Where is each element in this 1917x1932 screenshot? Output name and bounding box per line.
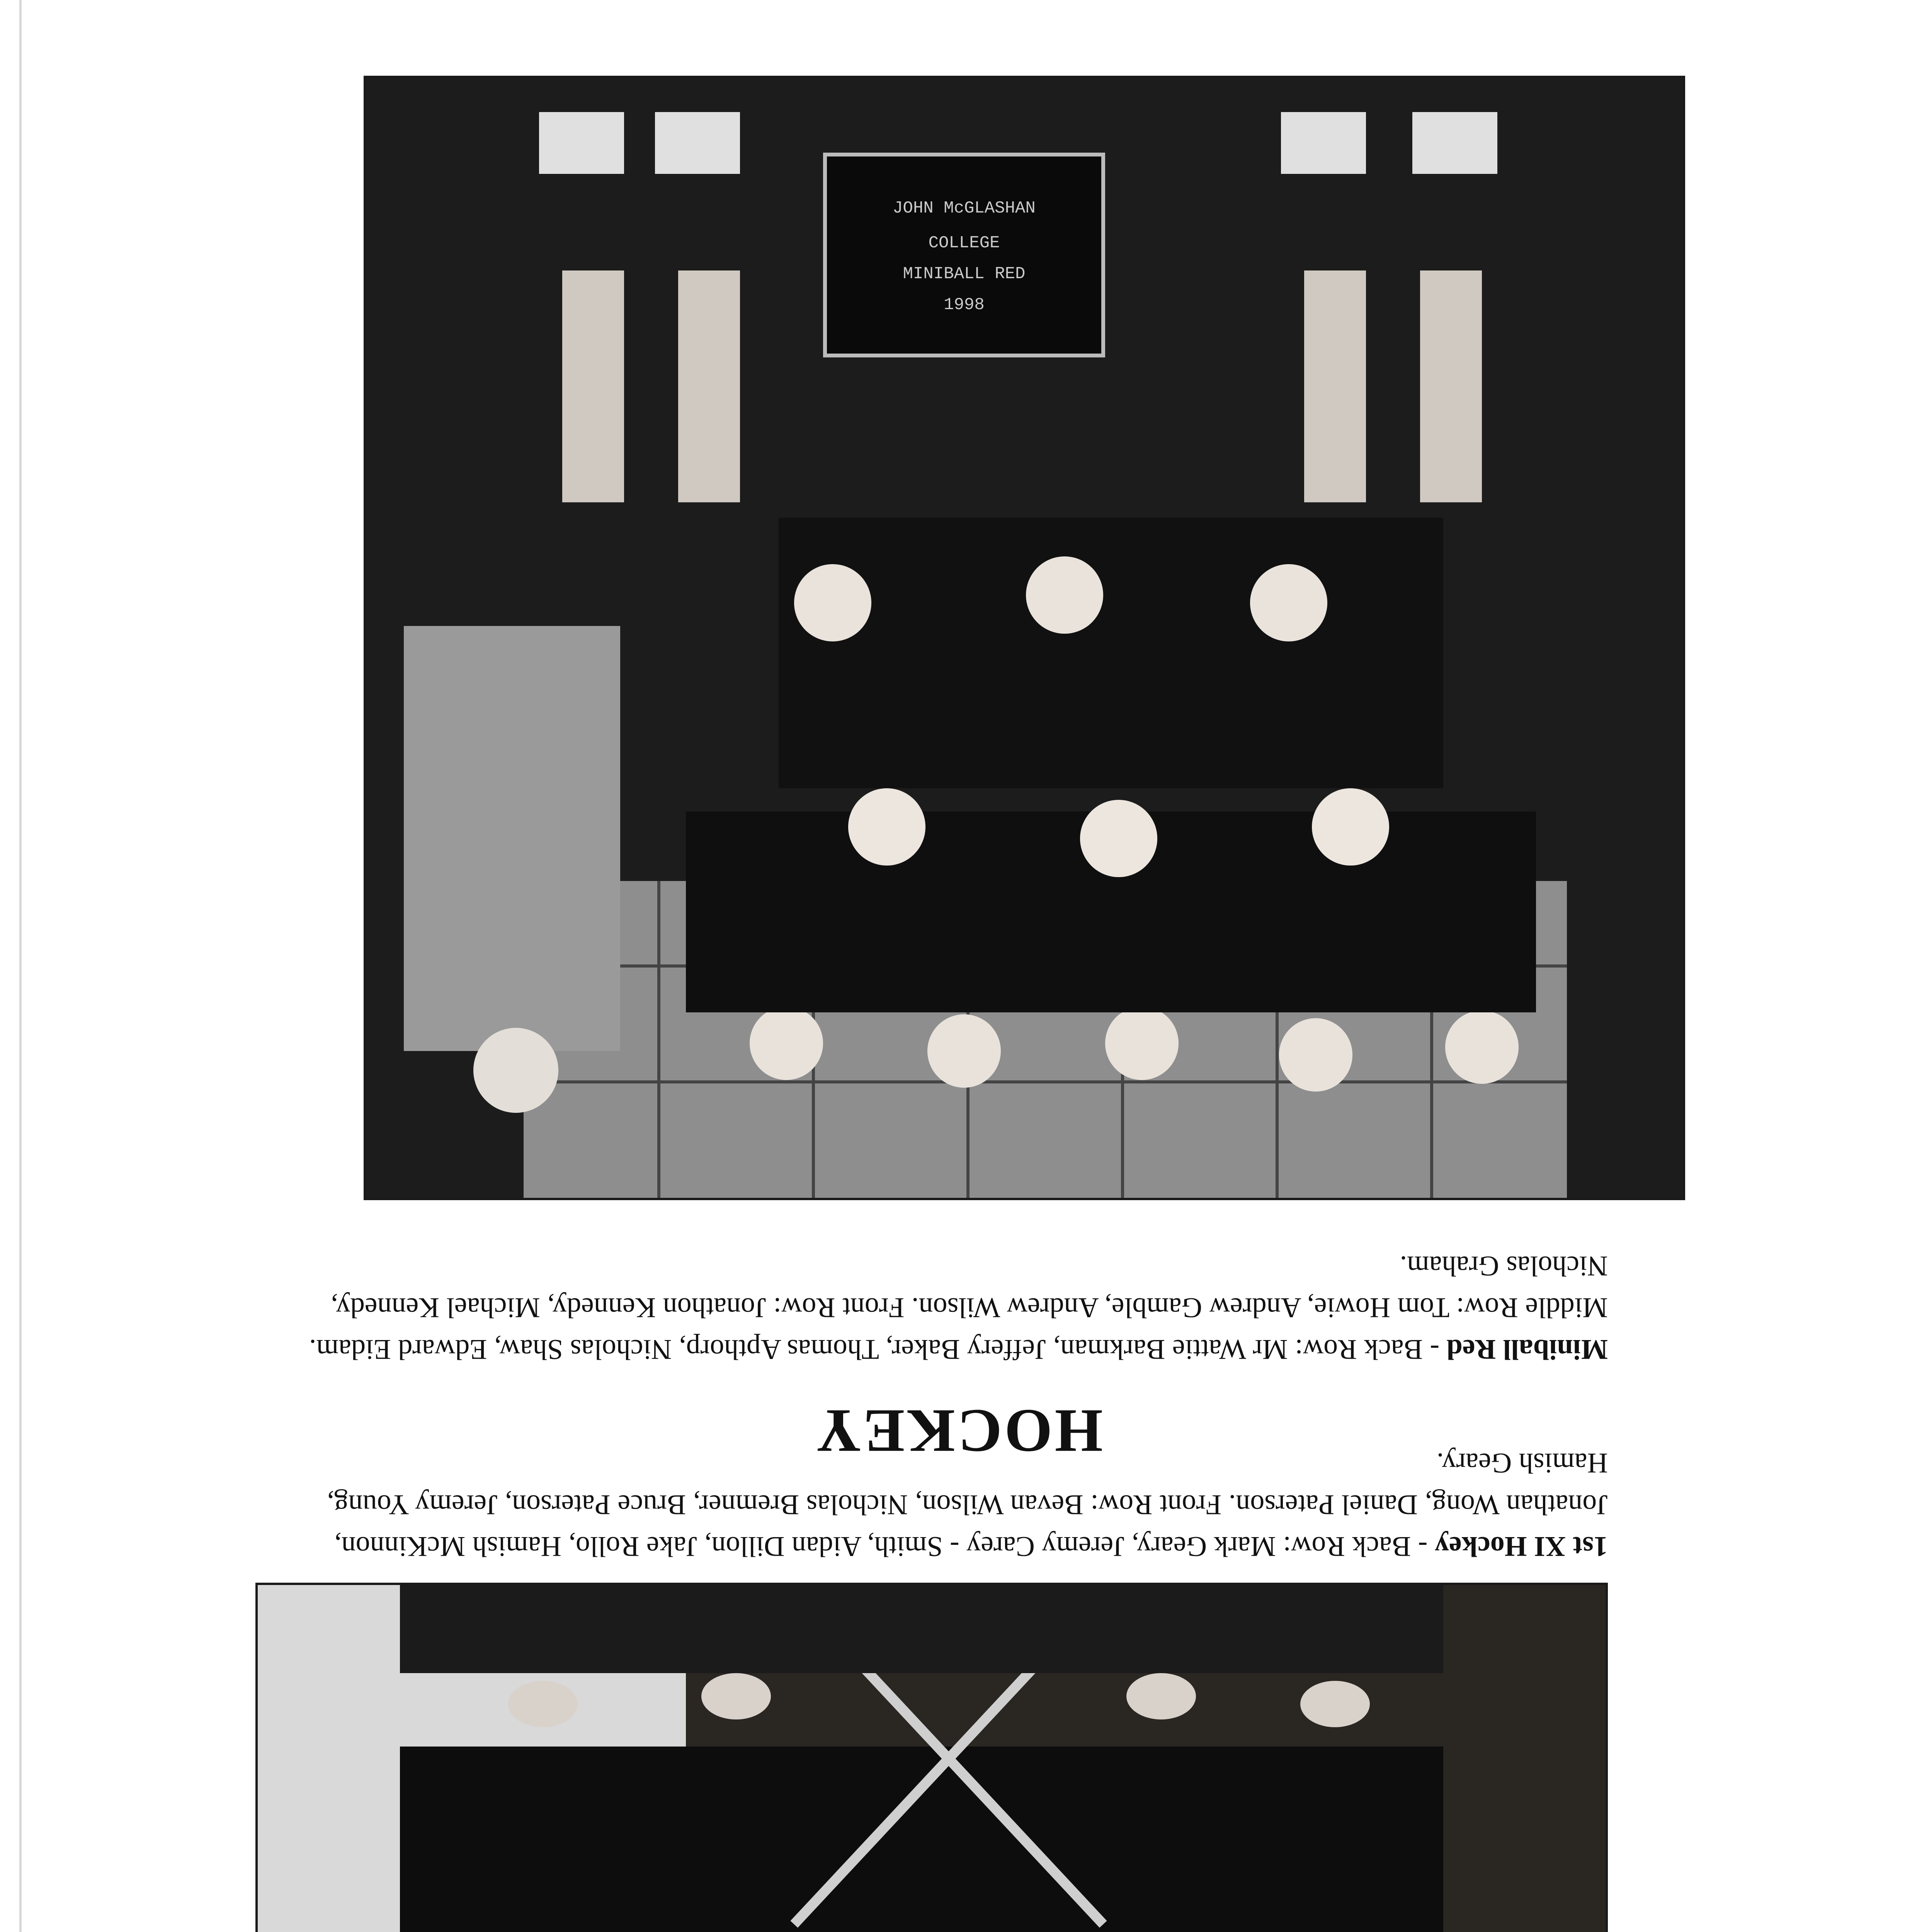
miniball-title: Miniball Red [1446,1333,1608,1365]
first-xi-team-photo [255,1583,1608,1932]
miniball-names: - Back Row: Mr Wattie Barkman, Jeffery Baker, Thomas Apthorp, Nicholas Shaw, Edward Eidam. Middle Row: Tom Howie, Andrew Gamble, Andrew Wilson. Front Row: Jonathon Kennedy, Michael Kennedy, Nicholas Graham. [309,1250,1608,1365]
first-xi-title: 1st XI Hockey [1434,1531,1608,1562]
svg-text:COLLEGE: COLLEGE [928,233,1000,253]
miniball-team-photo [364,76,1685,1200]
section-title: HOCKEY [814,1397,1103,1466]
svg-text:JOHN McGLASHAN: JOHN McGLASHAN [893,199,1036,218]
miniball-photo-image [366,78,1683,1198]
svg-text:1998: 1998 [944,295,985,315]
first-xi-photo-image [258,1585,1606,1932]
miniball-caption [240,1245,1608,1370]
svg-text:MINIBALL RED: MINIBALL RED [903,264,1026,284]
first-xi-names: - Back Row: Mark Geary, Jeremy Carey - Smith, Aidan Dillon, Jake Rollo, Hamish McKinnon, Jonathan Wong, Daniel Paterson. Front Row: Bevan Wilson, Nicholas Bremner, Bruce Paterson, Jeremy Young, Hamish Geary. [327,1447,1608,1562]
scanner-edge-line [19,0,22,1932]
